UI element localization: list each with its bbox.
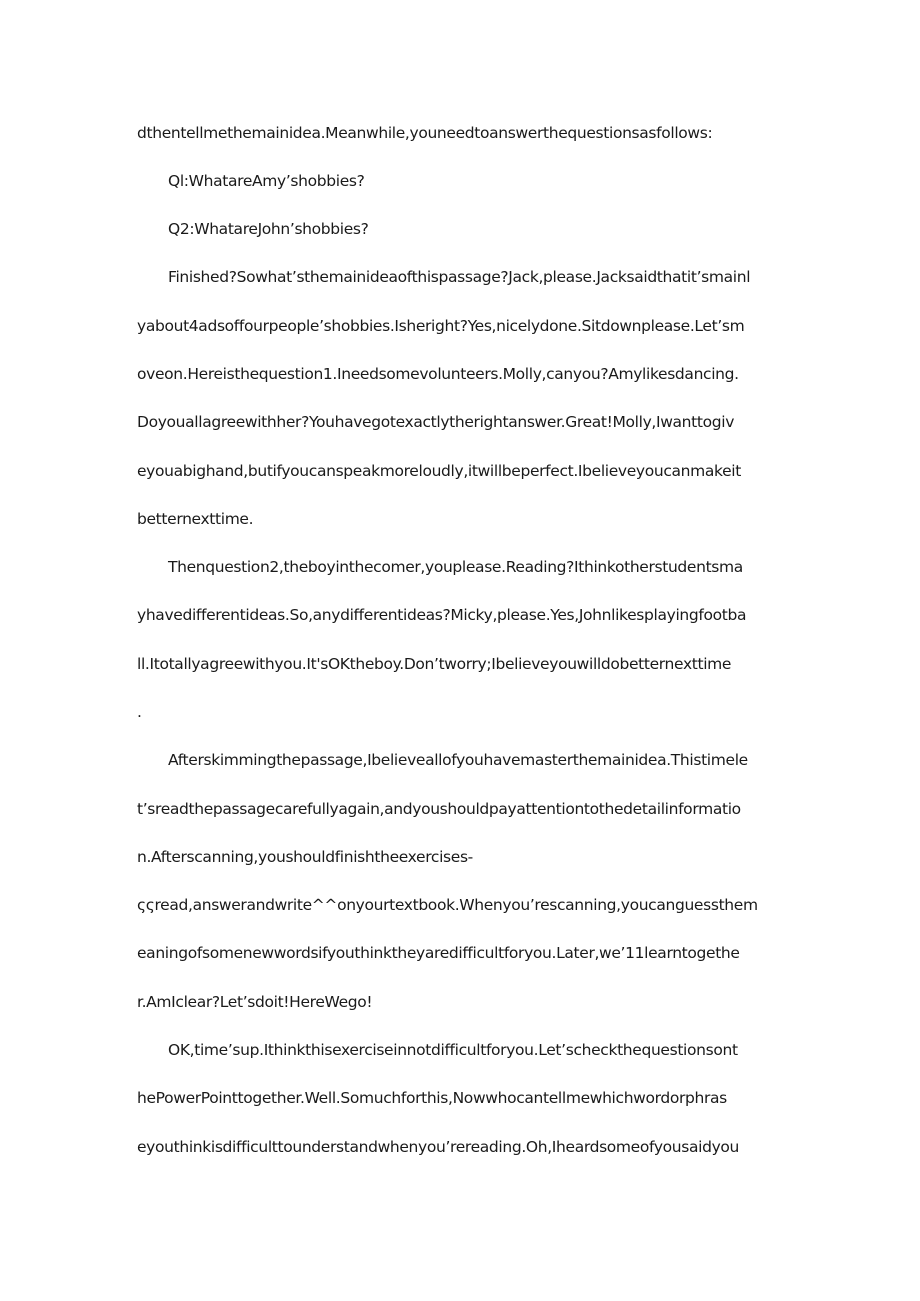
text-line: eaningofsomenewwordsifyouthinktheyaredifficultforyou.Later,we’11learntogethe	[137, 944, 740, 962]
text-line: eyouthinkisdifficulttounderstandwhenyou’rereading.Oh,Iheardsomeofyousaidyou	[137, 1138, 740, 1156]
paragraph-first-line: OK,time’sup.Ithinkthisexerciseinnotdifficultforyou.Let’scheckthequestionsont	[168, 1041, 738, 1059]
paragraph-first-line: Afterskimmingthepassage,Ibelieveallofyouhavemasterthemainidea.Thistimele	[168, 751, 748, 769]
text-line: dthentellmethemainidea.Meanwhile,youneedtoanswerthequestionsasfollows:	[137, 124, 713, 142]
text-line: n.Afterscanning,youshouldfinishtheexercises-	[137, 848, 473, 866]
paragraph-first-line: Thenquestion2,theboyinthecomer,youplease.Reading?Ithinkotherstudentsma	[168, 558, 743, 576]
text-line: eyouabighand,butifyoucanspeakmoreloudly,itwillbeperfect.Ibelieveyoucanmakeit	[137, 462, 741, 480]
text-line: t’sreadthepassagecarefullyagain,andyoushouldpayattentiontothedetailinformatio	[137, 800, 741, 818]
text-line: yhavedifferentideas.So,anydifferentideas?Micky,please.Yes,Johnlikesplayingfootba	[137, 606, 747, 624]
text-line: r.AmIclear?Let’sdoit!HereWego!	[137, 993, 373, 1011]
text-line: betternexttime.	[137, 510, 254, 528]
text-line: ll.Itotallyagreewithyou.It'sOKtheboy.Don’tworry;Ibelieveyouwilldobetternexttime	[137, 655, 732, 673]
text-line: ςςread,answerandwrite^^onyourtextbook.Whenyou’rescanning,youcanguessthem	[137, 896, 758, 914]
question-line: Ql:WhatareAmy’shobbies?	[168, 172, 365, 190]
text-line: .	[137, 703, 142, 721]
text-line: yabout4adsoffourpeople’shobbies.Isheright?Yes,nicelydone.Sitdownplease.Let’sm	[137, 317, 745, 335]
text-line: oveon.Hereisthequestion1.Ineedsomevolunteers.Molly,canyou?Amylikesdancing.	[137, 365, 739, 383]
text-line: Doyouallagreewithher?Youhavegotexactlytherightanswer.Great!Molly,Iwanttogiv	[137, 413, 735, 431]
paragraph-first-line: Finished?Sowhat’sthemainideaofthispassage?Jack,please.Jacksaidthatit’smainl	[168, 268, 751, 286]
text-line: hePowerPointtogether.Well.Somuchforthis,Nowwhocantellmewhichwordorphras	[137, 1089, 727, 1107]
question-line: Q2:WhatareJohn’shobbies?	[168, 220, 369, 238]
